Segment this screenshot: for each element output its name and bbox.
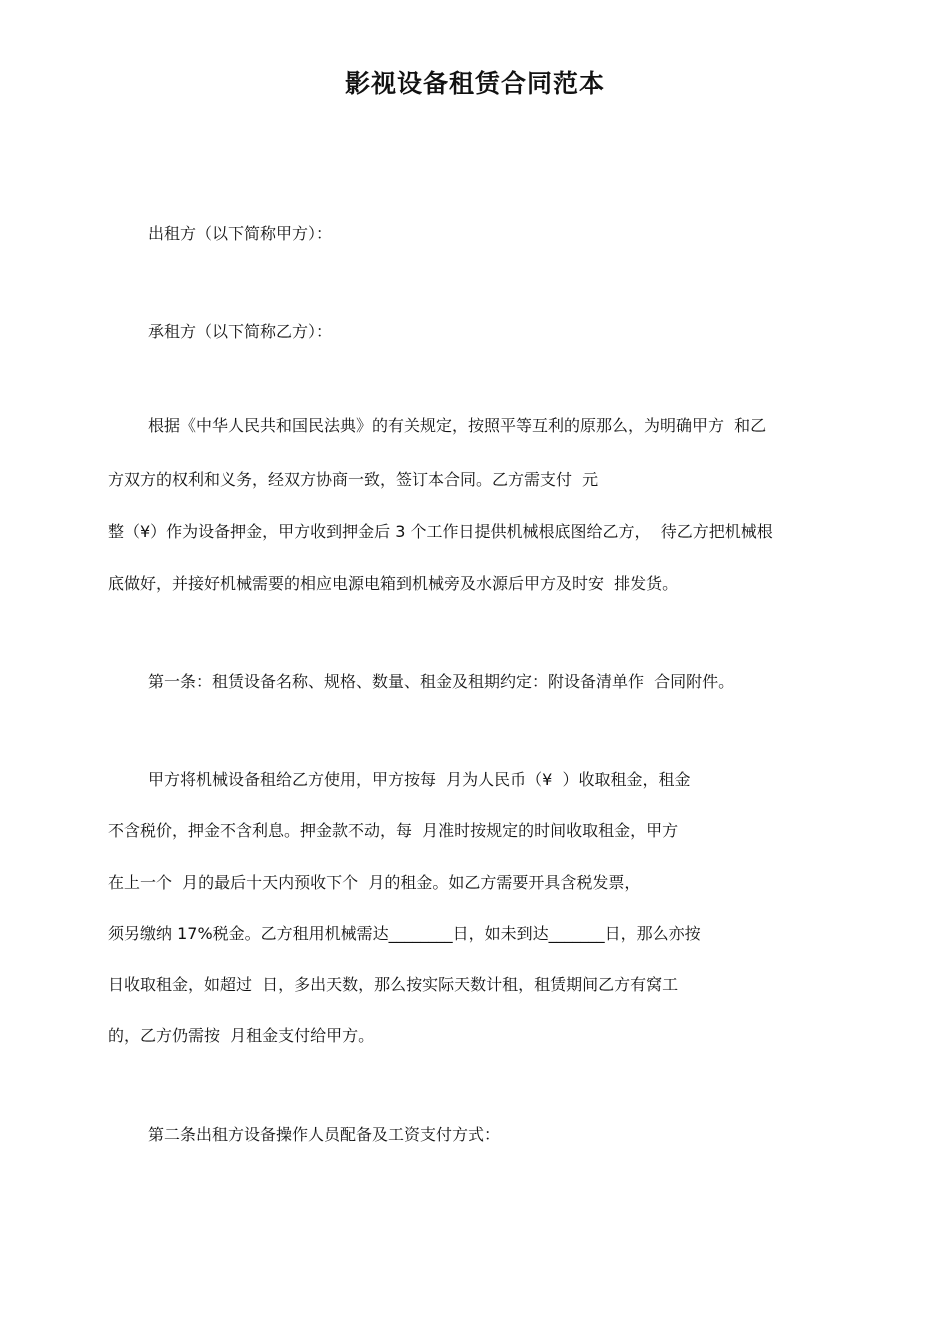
article-2-heading: 第二条出租方设备操作人员配备及工资支付方式：	[148, 1125, 501, 1144]
lessee-line: 承租方（以下简称乙方）：	[148, 322, 333, 341]
rent-line-2: 不含税价，押金不含利息。押金款不动，每 月准时按规定的时间收取租金，甲方	[108, 821, 679, 840]
preamble-line-1: 根据《中华人民共和国民法典》的有关规定，按照平等互利的原那么，为明确甲方 和乙	[148, 416, 767, 435]
rent-line-3: 在上一个 月的最后十天内预收下个 月的租金。如乙方需要开具含税发票，	[108, 873, 641, 892]
preamble-line-3: 整（¥）作为设备押金，甲方收到押金后 3 个工作日提供机械根底图给乙方， 待乙方把机械根	[108, 522, 773, 541]
rent-line-5: 日收取租金，如超过 日，多出天数，那么按实际天数计租，租赁期间乙方有窝工	[108, 975, 679, 994]
lessor-line: 出租方（以下简称甲方）：	[148, 224, 333, 243]
preamble-line-2: 方双方的权利和义务，经双方协商一致，签订本合同。乙方需支付 元	[108, 470, 599, 489]
rent-line-6: 的，乙方仍需按 月租金支付给甲方。	[108, 1026, 375, 1045]
article-1-heading: 第一条：租赁设备名称、规格、数量、租金及租期约定：附设备清单作 合同附件。	[148, 672, 735, 691]
preamble-line-4: 底做好，并接好机械需要的相应电源电箱到机械旁及水源后甲方及时安 排发货。	[108, 574, 679, 593]
document-title: 影视设备租赁合同范本	[344, 69, 605, 98]
rent-line-4: 须另缴纳 17%税金。乙方租用机械需达________日，如未到达_______日，那么亦按	[108, 924, 701, 943]
rent-line-1: 甲方将机械设备租给乙方使用，甲方按每 月为人民币（¥ ）收取租金，租金	[148, 770, 691, 789]
